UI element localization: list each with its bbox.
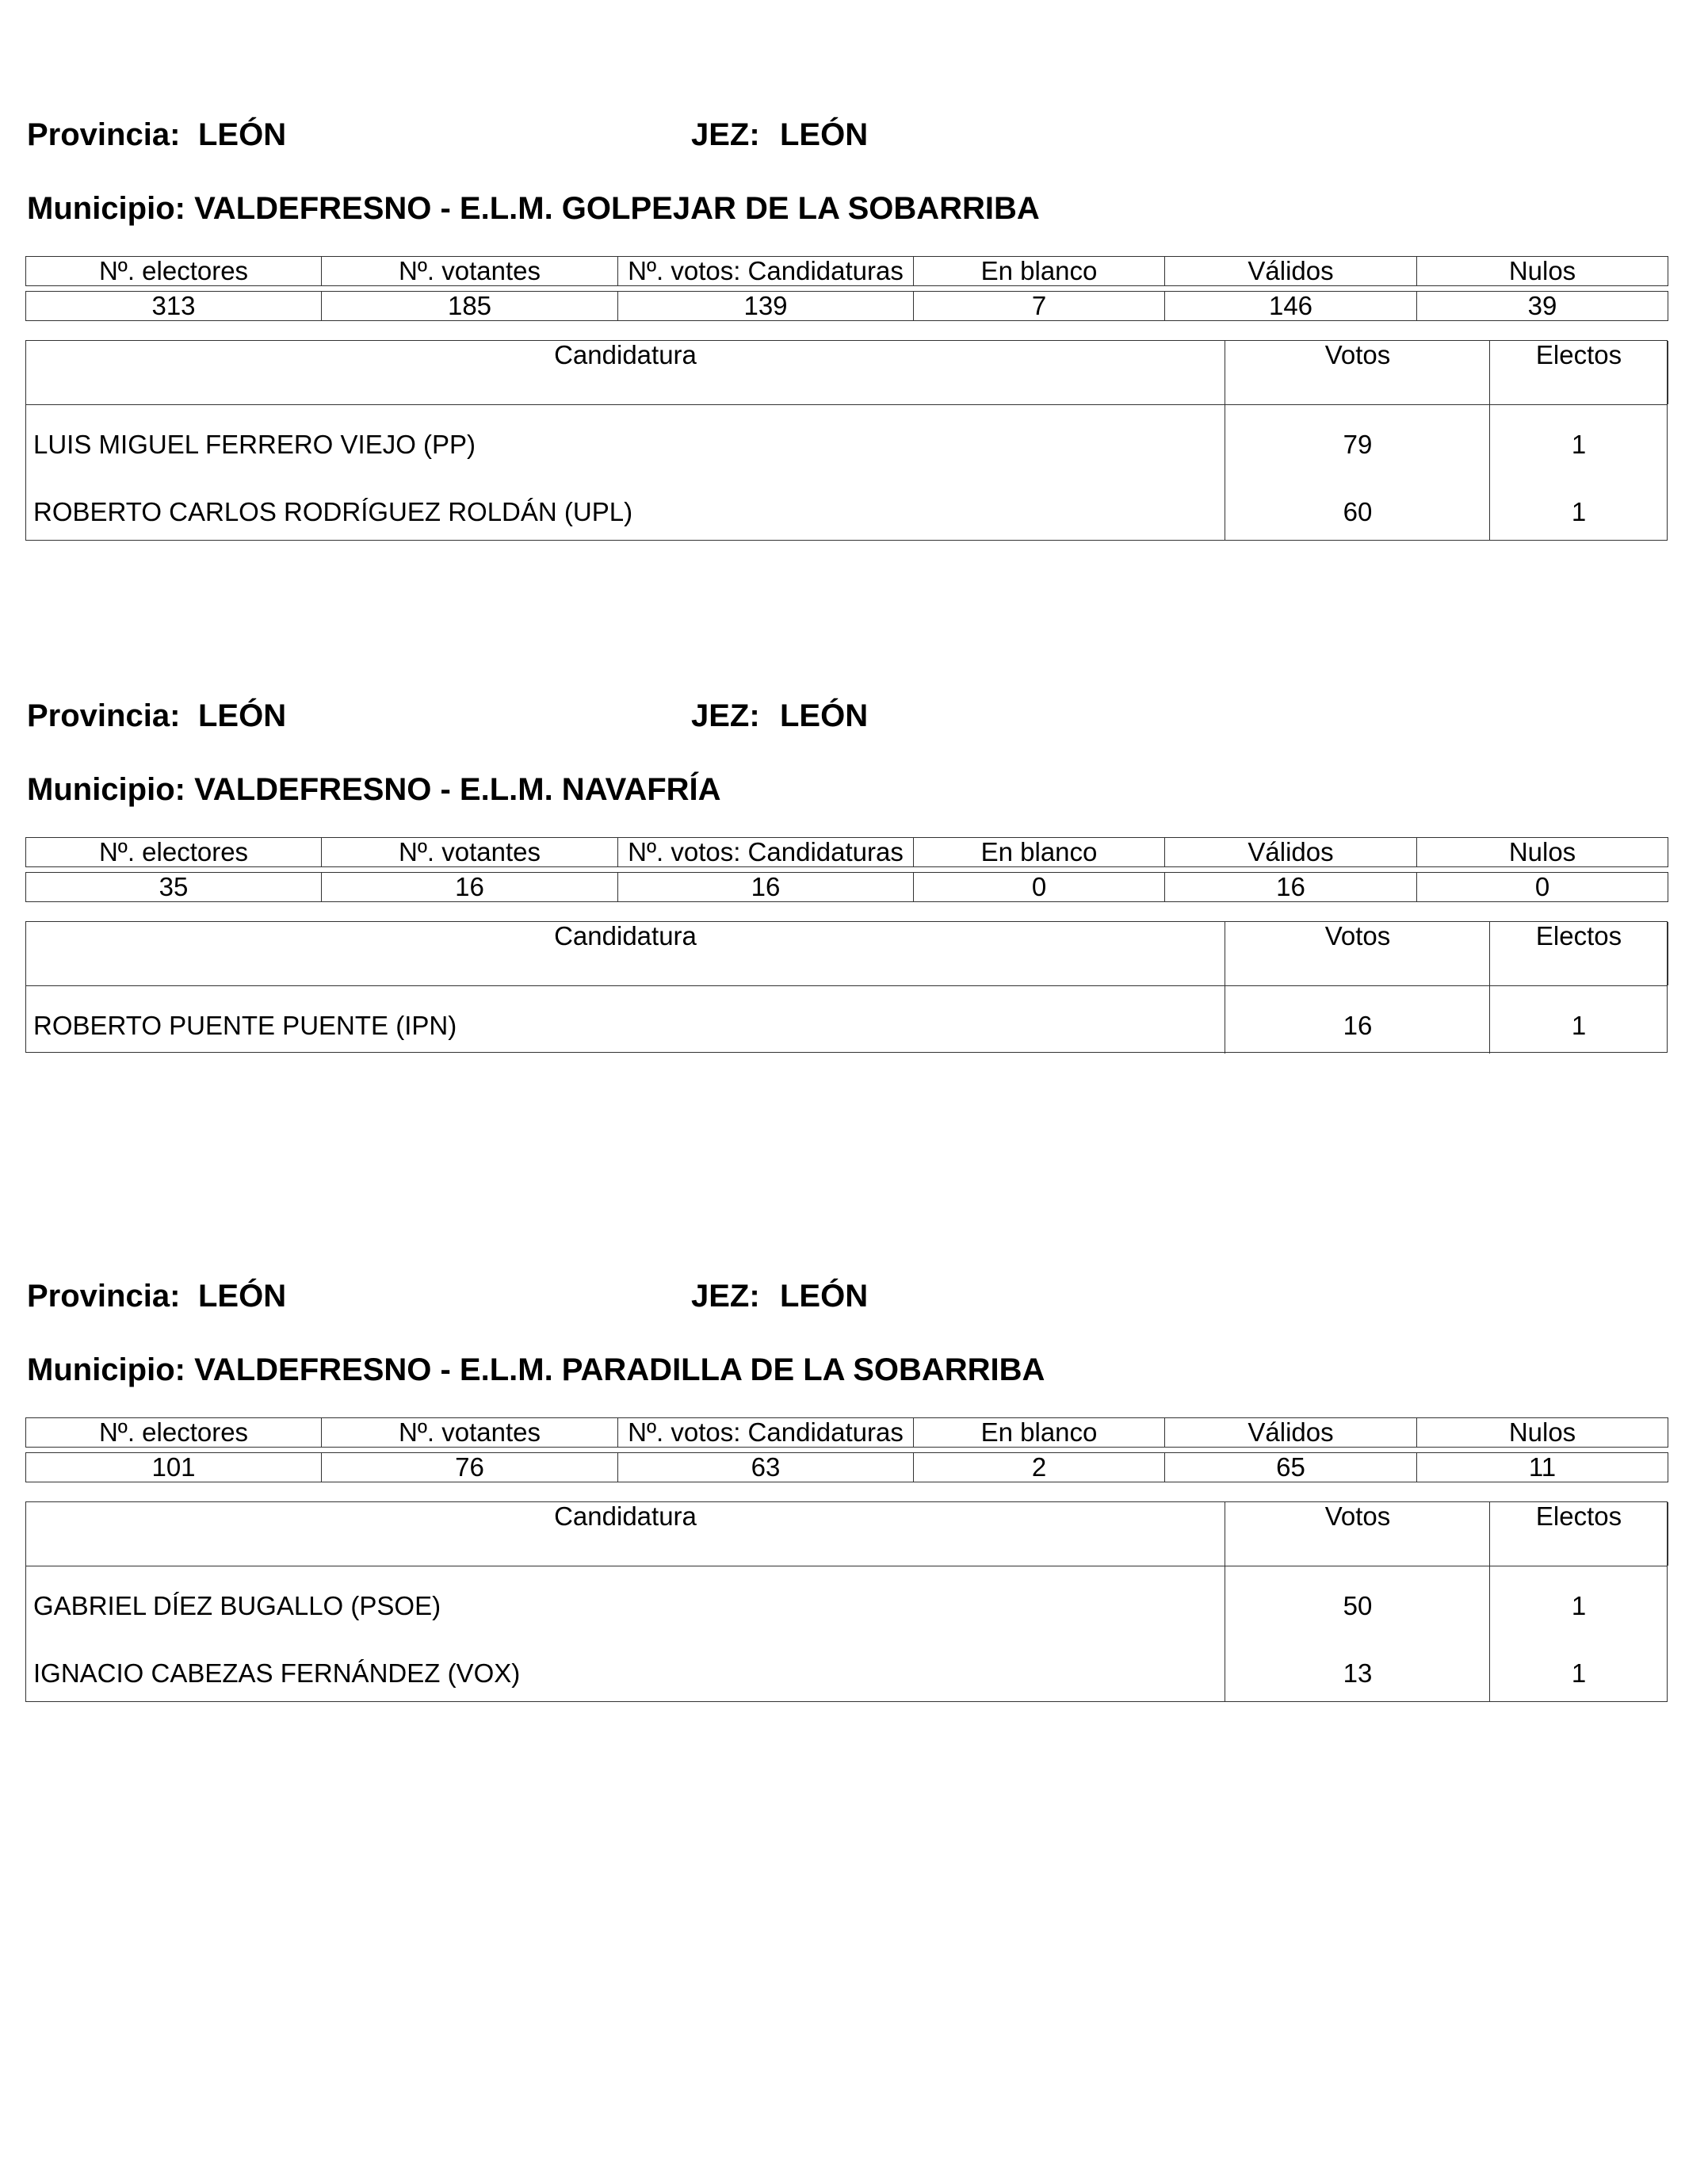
stats-value-row	[26, 292, 1668, 321]
stats-header-row	[26, 838, 1668, 867]
jez-value: LEÓN	[780, 1279, 869, 1314]
stats-header-validos: Válidos	[1165, 257, 1417, 286]
table-row	[26, 405, 1667, 472]
municipio-value: VALDEFRESNO - E.L.M. GOLPEJAR DE LA SOBARRIBA	[194, 191, 1040, 226]
candidates-header-electos: Electos	[1489, 1502, 1668, 1566]
candidate-name: ROBERTO PUENTE PUENTE (IPN)	[33, 1011, 457, 1040]
candidate-electos: 1	[1571, 1658, 1587, 1688]
candidate-electos: 1	[1571, 1011, 1587, 1040]
stats-value-candidaturas: 63	[618, 1453, 914, 1482]
candidates-header-row	[26, 922, 1667, 986]
candidates-header-votos: Votos	[1225, 1502, 1490, 1566]
stats-header-nulos: Nulos	[1417, 1418, 1668, 1448]
candidate-electos: 1	[1571, 497, 1587, 526]
stats-header-validos: Válidos	[1165, 838, 1417, 867]
municipio-label: Municipio:	[27, 1352, 185, 1387]
stats-value-electores: 313	[26, 292, 322, 321]
candidate-name: IGNACIO CABEZAS FERNÁNDEZ (VOX)	[33, 1658, 521, 1688]
candidate-electos: 1	[1571, 1591, 1587, 1620]
municipio-line	[27, 189, 1040, 228]
stats-value-candidaturas: 16	[618, 873, 914, 902]
stats-value-votantes: 185	[322, 292, 618, 321]
table-row	[26, 472, 1667, 540]
provincia-value: LEÓN	[198, 698, 287, 733]
stats-value-candidaturas: 139	[618, 292, 914, 321]
stats-header-electores: Nº. electores	[26, 257, 322, 286]
stats-header-row	[26, 257, 1668, 286]
stats-value-electores: 35	[26, 873, 322, 902]
provincia-label: Provincia:	[27, 1279, 181, 1314]
municipio-line	[27, 1351, 1045, 1389]
stats-header-blanco: En blanco	[914, 257, 1165, 286]
stats-value-validos: 16	[1165, 873, 1417, 902]
stats-value-blanco: 2	[914, 1453, 1165, 1482]
candidates-header-candidatura: Candidatura	[554, 1501, 697, 1531]
candidates-table	[25, 921, 1668, 1053]
candidates-table	[25, 340, 1668, 541]
candidate-name: GABRIEL DÍEZ BUGALLO (PSOE)	[33, 1591, 441, 1620]
stats-value-nulos: 39	[1417, 292, 1668, 321]
municipio-value: VALDEFRESNO - E.L.M. PARADILLA DE LA SOBARRIBA	[194, 1352, 1045, 1387]
stats-value-votantes: 16	[322, 873, 618, 902]
provincia-value: LEÓN	[198, 1279, 287, 1314]
candidate-votos: 50	[1343, 1591, 1373, 1620]
stats-table	[25, 1417, 1668, 1482]
municipio-label: Municipio:	[27, 191, 185, 226]
candidate-name: LUIS MIGUEL FERRERO VIEJO (PP)	[33, 430, 476, 459]
jez-value: LEÓN	[780, 698, 869, 733]
jez-label: JEZ:	[691, 698, 760, 733]
stats-header-votantes: Nº. votantes	[322, 257, 618, 286]
table-row	[26, 1634, 1667, 1701]
stats-header-nulos: Nulos	[1417, 838, 1668, 867]
stats-value-votantes: 76	[322, 1453, 618, 1482]
table-row	[26, 986, 1667, 1054]
municipio-value: VALDEFRESNO - E.L.M. NAVAFRÍA	[194, 772, 721, 807]
stats-header-candidaturas: Nº. votos: Candidaturas	[618, 838, 914, 867]
candidates-header-votos: Votos	[1225, 922, 1490, 985]
candidates-table	[25, 1501, 1668, 1702]
stats-value-blanco: 7	[914, 292, 1165, 321]
stats-header-nulos: Nulos	[1417, 257, 1668, 286]
stats-value-nulos: 11	[1417, 1453, 1668, 1482]
stats-value-row	[26, 1453, 1668, 1482]
stats-value-nulos: 0	[1417, 873, 1668, 902]
stats-header-blanco: En blanco	[914, 1418, 1165, 1448]
stats-value-validos: 65	[1165, 1453, 1417, 1482]
stats-header-electores: Nº. electores	[26, 838, 322, 867]
stats-value-row	[26, 873, 1668, 902]
candidates-header-row	[26, 341, 1667, 405]
table-row	[26, 1566, 1667, 1634]
stats-header-validos: Válidos	[1165, 1418, 1417, 1448]
jez-label: JEZ:	[691, 1279, 760, 1314]
candidates-header-row	[26, 1502, 1667, 1566]
stats-value-blanco: 0	[914, 873, 1165, 902]
stats-header-electores: Nº. electores	[26, 1418, 322, 1448]
candidate-votos: 13	[1343, 1658, 1373, 1688]
candidate-votos: 79	[1343, 430, 1373, 459]
candidate-name: ROBERTO CARLOS RODRÍGUEZ ROLDÁN (UPL)	[33, 497, 633, 526]
stats-value-electores: 101	[26, 1453, 322, 1482]
candidates-header-electos: Electos	[1489, 341, 1668, 404]
stats-header-blanco: En blanco	[914, 838, 1165, 867]
jez-label: JEZ:	[691, 117, 760, 152]
municipio-label: Municipio:	[27, 772, 185, 807]
candidate-votos: 60	[1343, 497, 1373, 526]
candidates-header-candidatura: Candidatura	[554, 340, 697, 369]
municipio-line	[27, 771, 721, 809]
candidates-header-electos: Electos	[1489, 922, 1668, 985]
provincia-label: Provincia:	[27, 698, 181, 733]
stats-header-votantes: Nº. votantes	[322, 1418, 618, 1448]
stats-header-candidaturas: Nº. votos: Candidaturas	[618, 1418, 914, 1448]
jez-value: LEÓN	[780, 117, 869, 152]
stats-header-row	[26, 1418, 1668, 1448]
stats-table	[25, 256, 1668, 321]
stats-header-candidaturas: Nº. votos: Candidaturas	[618, 257, 914, 286]
stats-table	[25, 837, 1668, 902]
candidates-header-candidatura: Candidatura	[554, 921, 697, 950]
candidates-header-votos: Votos	[1225, 341, 1490, 404]
provincia-label: Provincia:	[27, 117, 181, 152]
stats-header-votantes: Nº. votantes	[322, 838, 618, 867]
candidate-electos: 1	[1571, 430, 1587, 459]
provincia-value: LEÓN	[198, 117, 287, 152]
candidate-votos: 16	[1343, 1011, 1373, 1040]
stats-value-validos: 146	[1165, 292, 1417, 321]
